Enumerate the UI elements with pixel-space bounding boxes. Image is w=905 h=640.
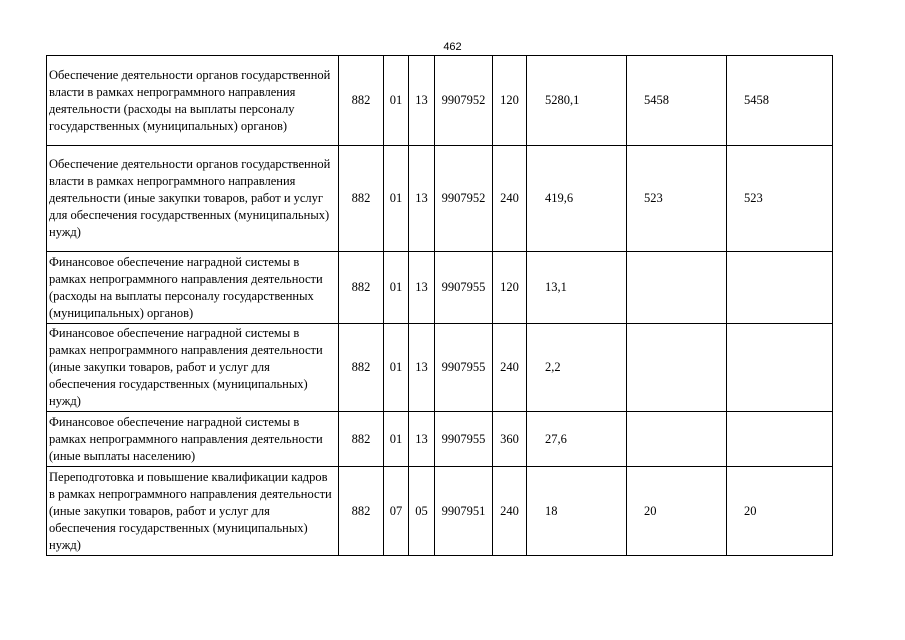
expense-type-code: 360 bbox=[493, 412, 527, 467]
sum-year-2 bbox=[627, 252, 727, 324]
sum-year-3 bbox=[727, 252, 833, 324]
sum-year-2: 5458 bbox=[627, 56, 727, 146]
target-code: 9907955 bbox=[435, 324, 493, 412]
sum-year-2 bbox=[627, 324, 727, 412]
table-row bbox=[47, 56, 833, 146]
sum-year-1: 5280,1 bbox=[527, 56, 627, 146]
table-row bbox=[47, 146, 833, 252]
sum-year-1: 13,1 bbox=[527, 252, 627, 324]
row-description: Обеспечение деятельности органов государственной власти в рамках непрограммного направления деятельности (расходы на выплаты персоналу государственных (муниципальных) органов) bbox=[47, 56, 339, 146]
section-code: 01 bbox=[384, 146, 409, 252]
budget-table bbox=[46, 55, 833, 556]
section-code: 01 bbox=[384, 252, 409, 324]
section-code: 01 bbox=[384, 412, 409, 467]
sum-year-2 bbox=[627, 412, 727, 467]
target-code: 9907952 bbox=[435, 146, 493, 252]
target-code: 9907952 bbox=[435, 56, 493, 146]
subsection-code: 13 bbox=[409, 412, 435, 467]
ministry-code: 882 bbox=[339, 146, 384, 252]
sum-year-3 bbox=[727, 412, 833, 467]
expense-type-code: 240 bbox=[493, 146, 527, 252]
sum-year-1: 18 bbox=[527, 467, 627, 556]
section-code: 01 bbox=[384, 324, 409, 412]
ministry-code: 882 bbox=[339, 412, 384, 467]
subsection-code: 13 bbox=[409, 56, 435, 146]
row-description: Финансовое обеспечение наградной системы в рамках непрограммного направления деятельности (иные закупки товаров, работ и услуг для обеспечения государственных (муниципальных) нужд) bbox=[47, 324, 339, 412]
ministry-code: 882 bbox=[339, 252, 384, 324]
target-code: 9907955 bbox=[435, 252, 493, 324]
sum-year-1: 27,6 bbox=[527, 412, 627, 467]
sum-year-2: 20 bbox=[627, 467, 727, 556]
sum-year-1: 2,2 bbox=[527, 324, 627, 412]
sum-year-2: 523 bbox=[627, 146, 727, 252]
ministry-code: 882 bbox=[339, 324, 384, 412]
target-code: 9907955 bbox=[435, 412, 493, 467]
expense-type-code: 240 bbox=[493, 324, 527, 412]
table-row bbox=[47, 324, 833, 412]
ministry-code: 882 bbox=[339, 467, 384, 556]
section-code: 07 bbox=[384, 467, 409, 556]
row-description: Финансовое обеспечение наградной системы в рамках непрограммного направления деятельности (иные выплаты населению) bbox=[47, 412, 339, 467]
subsection-code: 13 bbox=[409, 324, 435, 412]
subsection-code: 13 bbox=[409, 252, 435, 324]
table-row bbox=[47, 467, 833, 556]
sum-year-3: 5458 bbox=[727, 56, 833, 146]
expense-type-code: 240 bbox=[493, 467, 527, 556]
row-description: Финансовое обеспечение наградной системы в рамках непрограммного направления деятельности (расходы на выплаты персоналу государственных (муниципальных) органов) bbox=[47, 252, 339, 324]
target-code: 9907951 bbox=[435, 467, 493, 556]
section-code: 01 bbox=[384, 56, 409, 146]
sum-year-3 bbox=[727, 324, 833, 412]
sum-year-3: 20 bbox=[727, 467, 833, 556]
row-description: Обеспечение деятельности органов государственной власти в рамках непрограммного направления деятельности (иные закупки товаров, работ и услуг для обеспечения государственных (муниципальных) нужд) bbox=[47, 146, 339, 252]
subsection-code: 05 bbox=[409, 467, 435, 556]
table-row bbox=[47, 252, 833, 324]
expense-type-code: 120 bbox=[493, 252, 527, 324]
table-row bbox=[47, 412, 833, 467]
sum-year-1: 419,6 bbox=[527, 146, 627, 252]
row-description: Переподготовка и повышение квалификации кадров в рамках непрограммного направления деятельности (иные закупки товаров, работ и услуг для обеспечения государственных (муниципальных) нужд) bbox=[47, 467, 339, 556]
subsection-code: 13 bbox=[409, 146, 435, 252]
sum-year-3: 523 bbox=[727, 146, 833, 252]
ministry-code: 882 bbox=[339, 56, 384, 146]
expense-type-code: 120 bbox=[493, 56, 527, 146]
page-number: 462 bbox=[443, 41, 462, 53]
